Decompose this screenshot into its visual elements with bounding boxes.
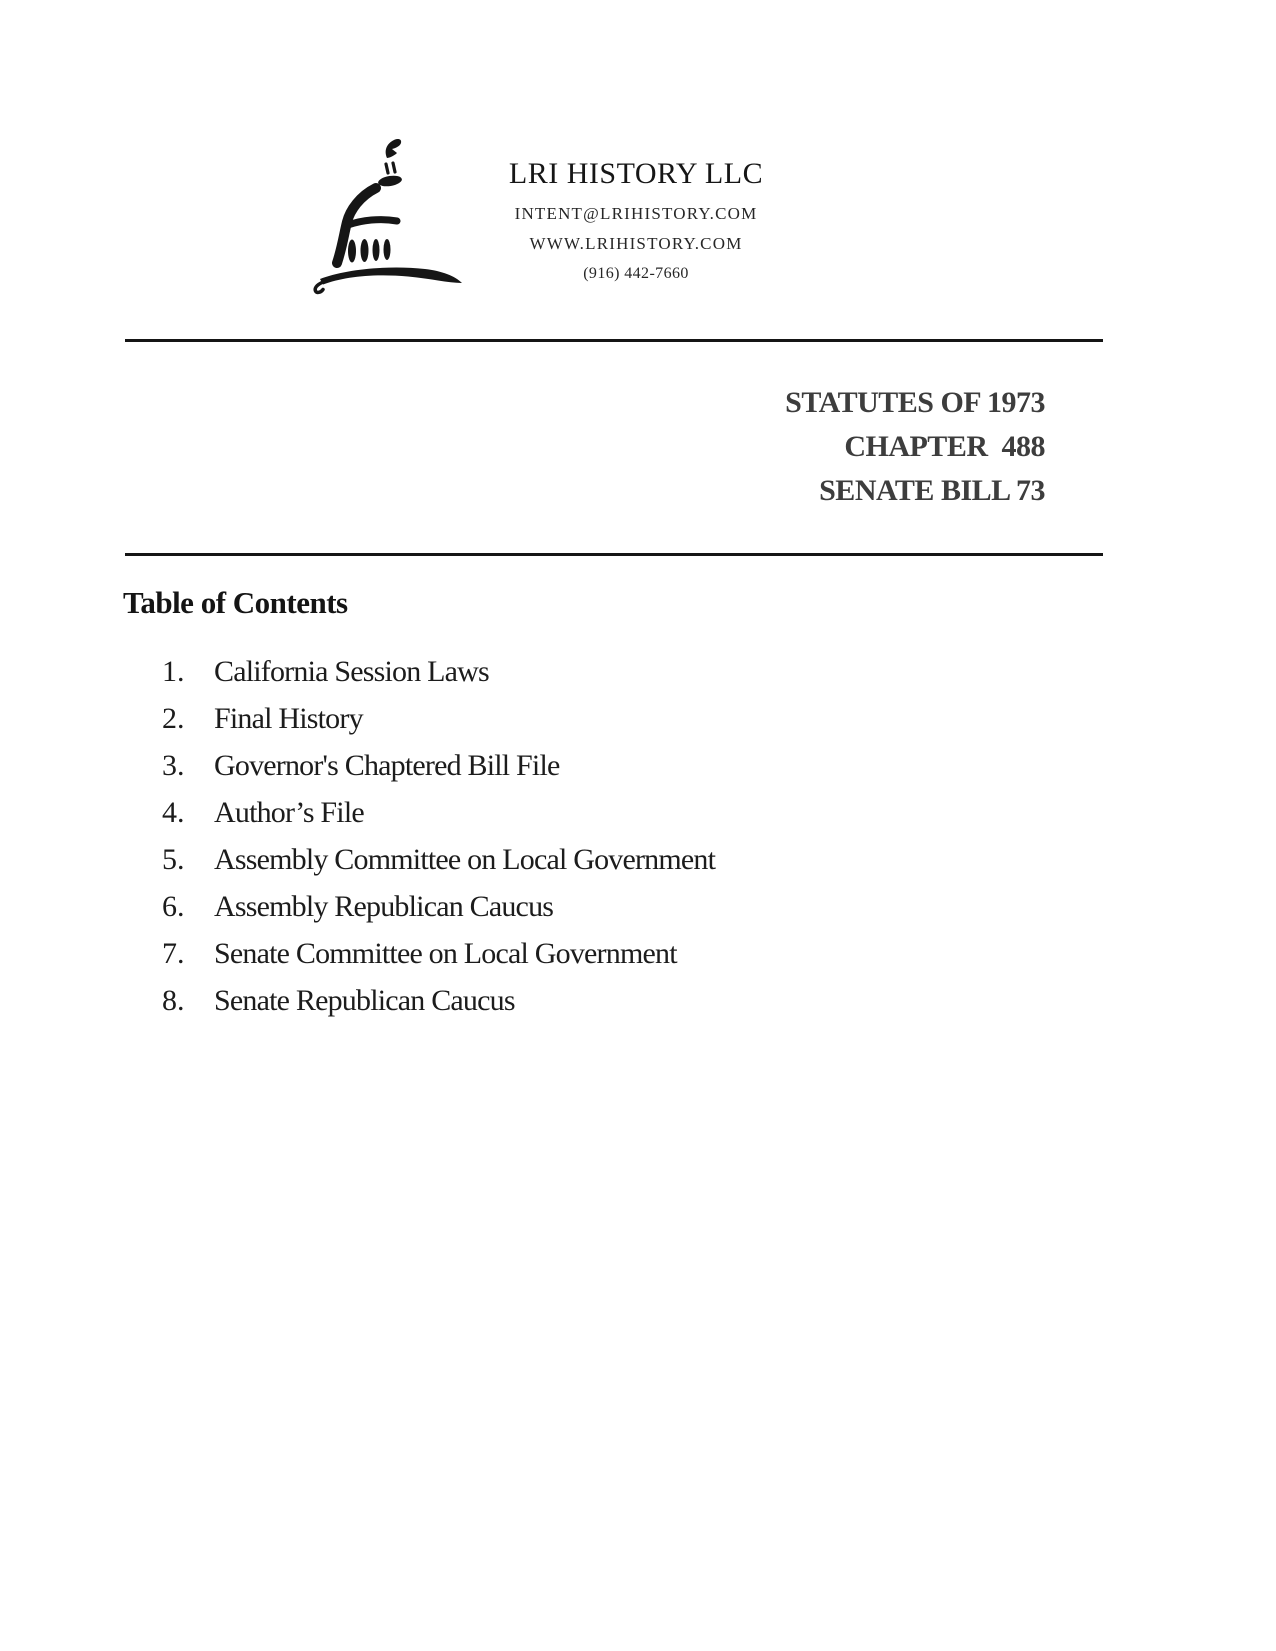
toc-item — [162, 742, 715, 789]
toc-item — [162, 695, 715, 742]
toc-item-number: 4. — [162, 796, 185, 829]
toc-item-label: Author’s File — [214, 796, 364, 829]
statute-identification — [785, 381, 1045, 513]
toc-item-label: Assembly Republican Caucus — [214, 890, 554, 923]
chapter-line: CHAPTER 488 — [844, 430, 1045, 463]
toc-item-label: Senate Republican Caucus — [214, 984, 515, 1017]
toc-item-number: 7. — [162, 937, 185, 970]
toc-item-label: Senate Committee on Local Government — [214, 937, 677, 970]
toc-item — [162, 977, 715, 1024]
horizontal-rule-bottom — [125, 553, 1103, 556]
toc-item-label: Final History — [214, 702, 363, 735]
toc-item-number: 6. — [162, 890, 185, 923]
toc-item-number: 8. — [162, 984, 185, 1017]
toc-item — [162, 789, 715, 836]
toc-item-number: 2. — [162, 702, 185, 735]
toc-item-label: California Session Laws — [214, 655, 489, 688]
senate-bill-line: SENATE BILL 73 — [819, 474, 1045, 507]
toc-list — [162, 648, 715, 1024]
toc-item — [162, 883, 715, 930]
toc-item-number: 3. — [162, 749, 185, 782]
company-email: INTENT@LRIHISTORY.COM — [514, 204, 758, 223]
company-website: WWW.LRIHISTORY.COM — [529, 234, 743, 253]
company-phone: (916) 442-7660 — [583, 265, 689, 282]
toc-item-number: 5. — [162, 843, 185, 876]
toc-title: Table of Contents — [123, 585, 348, 620]
toc-item — [162, 836, 715, 883]
toc-item — [162, 930, 715, 977]
toc-item-label: Assembly Committee on Local Government — [214, 843, 716, 876]
horizontal-rule-top — [125, 339, 1103, 342]
toc-item — [162, 648, 715, 695]
company-name: LRI HISTORY LLC — [508, 157, 764, 190]
statutes-year-line: STATUTES OF 1973 — [785, 386, 1045, 419]
letterhead — [446, 156, 826, 289]
toc-item-number: 1. — [162, 655, 185, 688]
toc-item-label: Governor's Chaptered Bill File — [214, 749, 560, 782]
